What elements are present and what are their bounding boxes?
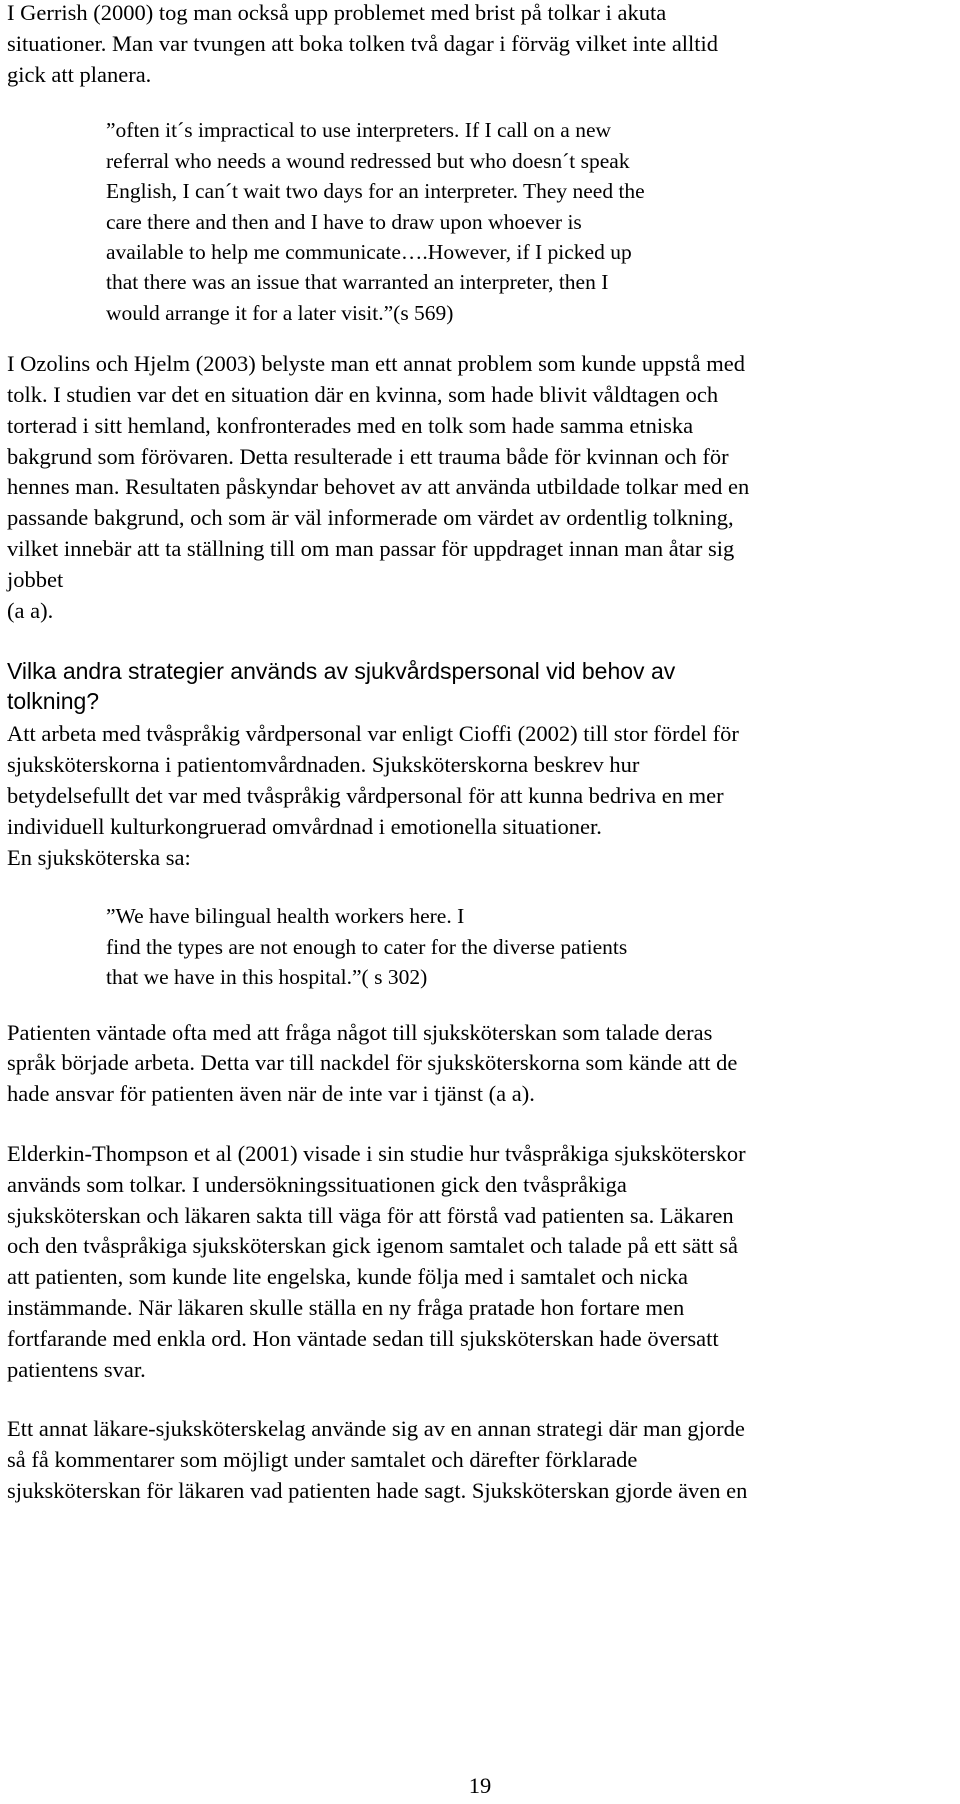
paragraph-ozolins: I Ozolins och Hjelm (2003) belyste man ett annat problem som kunde uppstå med tolk. I studien var det en situation där en kvinna, som hade blivit våldtagen och torterad i sitt hemland, konfronterades med en tolk som hade samma etniska bakgrund som förövaren. Detta resulterade i ett trauma både för kvinnan och för hennes man. Resultaten påskyndar behovet av att använda utbildade tolkar med en passande bakgrund, och som är väl informerade om värdet av ordentlig tolkning, vilket innebär att ta ställning till om man passar för uppdraget innan man åtar sig jobbet (a a). (7, 351, 750, 623)
page-number: 19 (468, 1773, 492, 1798)
section-heading: Vilka andra strategier används av sjukvårdspersonal vid behov av tolkning? (7, 658, 676, 715)
paragraph-gerrish: I Gerrish (2000) tog man också upp problemet med brist på tolkar i akuta situationer. Man var tvungen att boka tolken två dagar i förväg vilket inte alltid gick att planera. (7, 0, 719, 87)
paragraph-elderkin-thompson: Elderkin-Thompson et al (2001) visade i sin studie hur tvåspråkiga sjuksköterskor används som tolkar. I undersökningssituationen gick den tvåspråkiga sjuksköterskan och läkaren sakta till väga för att förstå vad patienten sa. Läkaren och den tvåspråkiga sjuksköterskan gick igenom samtalet och talade på ett sätt så att patienten, som kunde lite engelska, kunde följa med i samtalet och nicka instämmande. När läkaren skulle ställa en ny fråga pratade hon fortare men fortfarande med enkla ord. Hon väntade sedan till sjuksköterskan hade översatt patientens svar. (7, 1141, 746, 1382)
paragraph-cioffi: Att arbeta med tvåspråkig vårdpersonal var enligt Cioffi (2002) till stor fördel för sjuksköterskorna i patientomvårdnaden. Sjuksköterskorna beskrev hur betydelsefullt det var med tvåspråkig vårdpersonal för att kunna bedriva en mer individuell kulturkongruerad omvårdnad i emotionella situationer. En sjuksköterska sa: (7, 721, 739, 870)
block-quote-cioffi: ”We have bilingual health workers here. I find the types are not enough to cater for the diverse patients that we have in this hospital.”( s 302) (106, 904, 628, 990)
paragraph-waiting: Patienten väntade ofta med att fråga något till sjuksköterskan som talade deras språk började arbeta. Detta var till nackdel för sjuksköterskorna som kände att de hade ansvar för patienten även när de inte var i tjänst (a a). (7, 1019, 738, 1107)
block-quote-gerrish: ”often it´s impractical to use interpreters. If I call on a new referral who needs a wound redressed but who doesn´t speak English, I can´t wait two days for an interpreter. They need the care there and then and I have to draw upon whoever is available to help me communicate….However, if I picked up that there was an issue that warranted an interpreter, then I would arrange it for a later visit.”(s 569) (106, 118, 645, 325)
paragraph-another-pair: Ett annat läkare-sjuksköterskelag använde sig av en annan strategi där man gjorde så få kommentarer som möjligt under samtalet och därefter förklarade sjuksköterskan för läkaren vad patienten hade sagt. Sjuksköterskan gjorde även en (7, 1416, 748, 1503)
document-page (7, 0, 953, 1507)
